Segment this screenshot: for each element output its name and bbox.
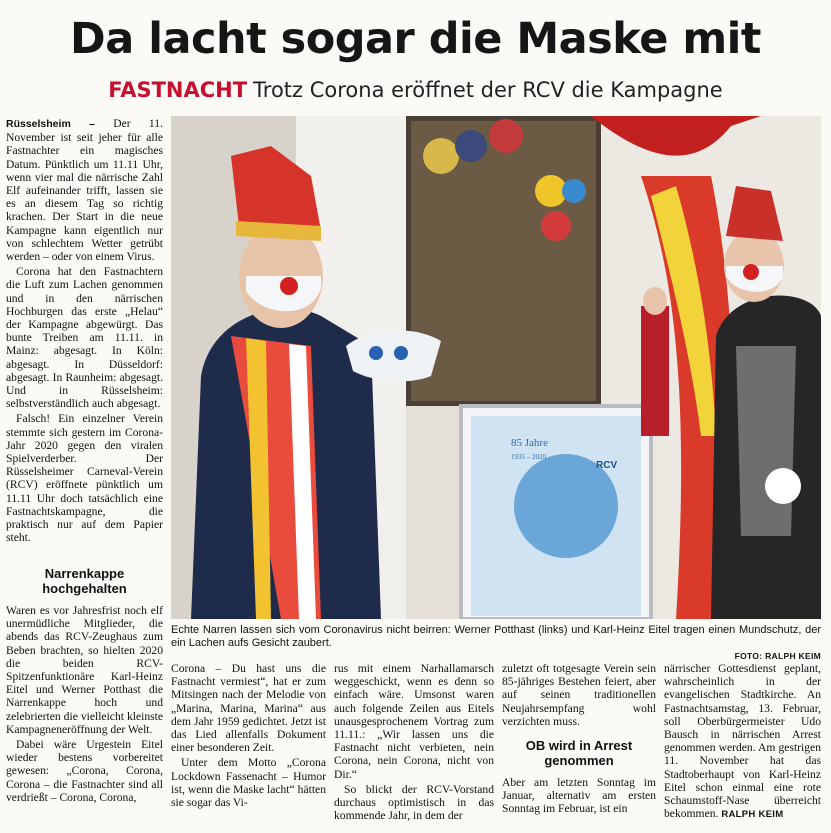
paragraph: So blickt der RCV-Vorstand durchaus optimistisch in das kommende Jahr, in dem der: [334, 782, 494, 823]
poster-badge: RCV: [596, 460, 618, 471]
paragraph: Dabei wäre Urgestein Eitel wieder bestens vorbereitet gewesen: „Corona, Corona, Corona – die Fastnachter sind all verdrießt – Corona, Corona,: [6, 738, 163, 804]
article-column-2: [171, 662, 326, 811]
article-column-3: [334, 662, 494, 824]
photo-caption: [171, 624, 821, 663]
paragraph: Rüsselsheim – Der 11. November ist seit jeher für alle Fastnachter ein magisches Datum. Pünktlich um 11.11 Uhr, wenn vier mal die närrische Zahl Elf aufeinander trifft, lassen sie es an diesem Tag so richtig krachen. Der Start in die neue Kampagne kann eigentlich nur von schlechtem Wetter getrübt werden – oder von einem Virus.: [6, 117, 163, 264]
poster-years: 1935 – 2020: [511, 453, 546, 461]
poster-text: 85 Jahre: [511, 437, 548, 449]
crosshead: Narrenkappe hochgehalten: [42, 566, 127, 596]
article-column-1b: [6, 566, 163, 806]
article-column-4: [502, 662, 656, 818]
crosshead: OB wird in Arrest genommen: [525, 738, 633, 769]
author: RALPH KEIM: [721, 809, 784, 821]
subheadline: Trotz Corona eröffnet der RCV die Kampagne: [253, 78, 723, 102]
paragraph: rus mit einem Narhallamarsch weggeschickt, wenn es denn so einfach wäre. Umsonst waren auch folgende Zeilen aus Eitels unausgesprochenem Vortrag zum 11.11.: „Wir lassen uns die Fastnacht nicht verbieten, nein Corona, nein Corona, nicht von Dir.“: [334, 662, 494, 781]
photo-illustration: [171, 116, 821, 619]
headline: Da lacht sogar die Maske mit: [70, 14, 761, 64]
paragraph: Corona hat den Fastnachtern die Luft zum Lachen genommen und in den närrischen Hochburgen das erste „Helau“ der Kampagne abgewürgt. Das bunte Treiben am 11.11. in Mainz: abgesagt. In Köln: abgesagt. In Düsseldorf: abgesagt. In Raunheim: abgesagt. Und in Rüsselsheim: selbstverständlich auch abgesagt.: [6, 265, 163, 411]
paragraph: Aber am letzten Sonntag im Januar, alternativ am ersten Sonntag im Februar, ist ein: [502, 776, 656, 816]
subheadline-row: [0, 78, 831, 102]
photo-credit: FOTO: RALPH KEIM: [734, 651, 821, 661]
paragraph: Waren es vor Jahresfrist noch elf unermüdliche Mitglieder, die abends das RCV-Zeughaus zum Beben brachten, so hielten 2020 die beiden RCV-Spitzenfunktionäre Karl-Heinz Eitel und Werner Potthast die Narrenkappe hoch und zelebrierten die vielleicht kleinste Kampagneneröffnung der Welt.: [6, 604, 163, 736]
paragraph: Corona – Du hast uns die Fastnacht vermiest“, hat er zum Mitsingen nach der Melodie von „Marina, Marina, Marina“ aus dem Jahr 1959 gedichtet. Jetzt ist das Lied allenfalls Dokument einer besonderen Zeit.: [171, 662, 326, 755]
paragraph: närrischer Gottesdienst geplant, wahrscheinlich in der evangelischen Stadtkirche. An Fastnachtsamstag, 13. Februar, soll Oberbürgermeister Udo Bausch in närrischen Arrest genommen werden. Am gestrigen 11. November hat das Stadtoberhaupt von Karl-Heinz Eitel schon einmal eine rote Schaumstoff-Nase überreicht bekommen. RALPH KEIM: [664, 662, 821, 821]
kicker: FASTNACHT: [108, 78, 248, 102]
paragraph: zuletzt oft totgesagte Verein sein 85-jähriges Bestehen feiert, aber auf seinen traditionellen Neujahrsempfang wohl verzichten muss.: [502, 662, 656, 728]
article-column-1: [6, 117, 163, 547]
photo: [171, 116, 821, 619]
caption-text: Echte Narren lassen sich vom Coronavirus nicht beirren: Werner Potthast (links) und Karl-Heinz Eitel tragen einen Mundschutz, der ein Lachen aufs Gesicht zaubert.: [171, 624, 821, 649]
paragraph: Unter dem Motto „Corona Lockdown Fassenacht – Humor ist, wenn die Maske lacht“ hätten sie sogar das Vi-: [171, 756, 326, 810]
dateline: Rüsselsheim –: [6, 118, 95, 130]
article-column-5: [664, 662, 821, 823]
paragraph: Falsch! Ein einzelner Verein stemmte sich gestern im Corona-Jahr 2020 gegen den viralen Spielverderber. Der Rüsselsheimer Carneval-Verein (RCV) eröffnete pünktlich um 11.11 Uhr doch tatsächlich eine Fastnachtskampagne, die praktisch nur auf dem Papier steht.: [6, 412, 163, 545]
